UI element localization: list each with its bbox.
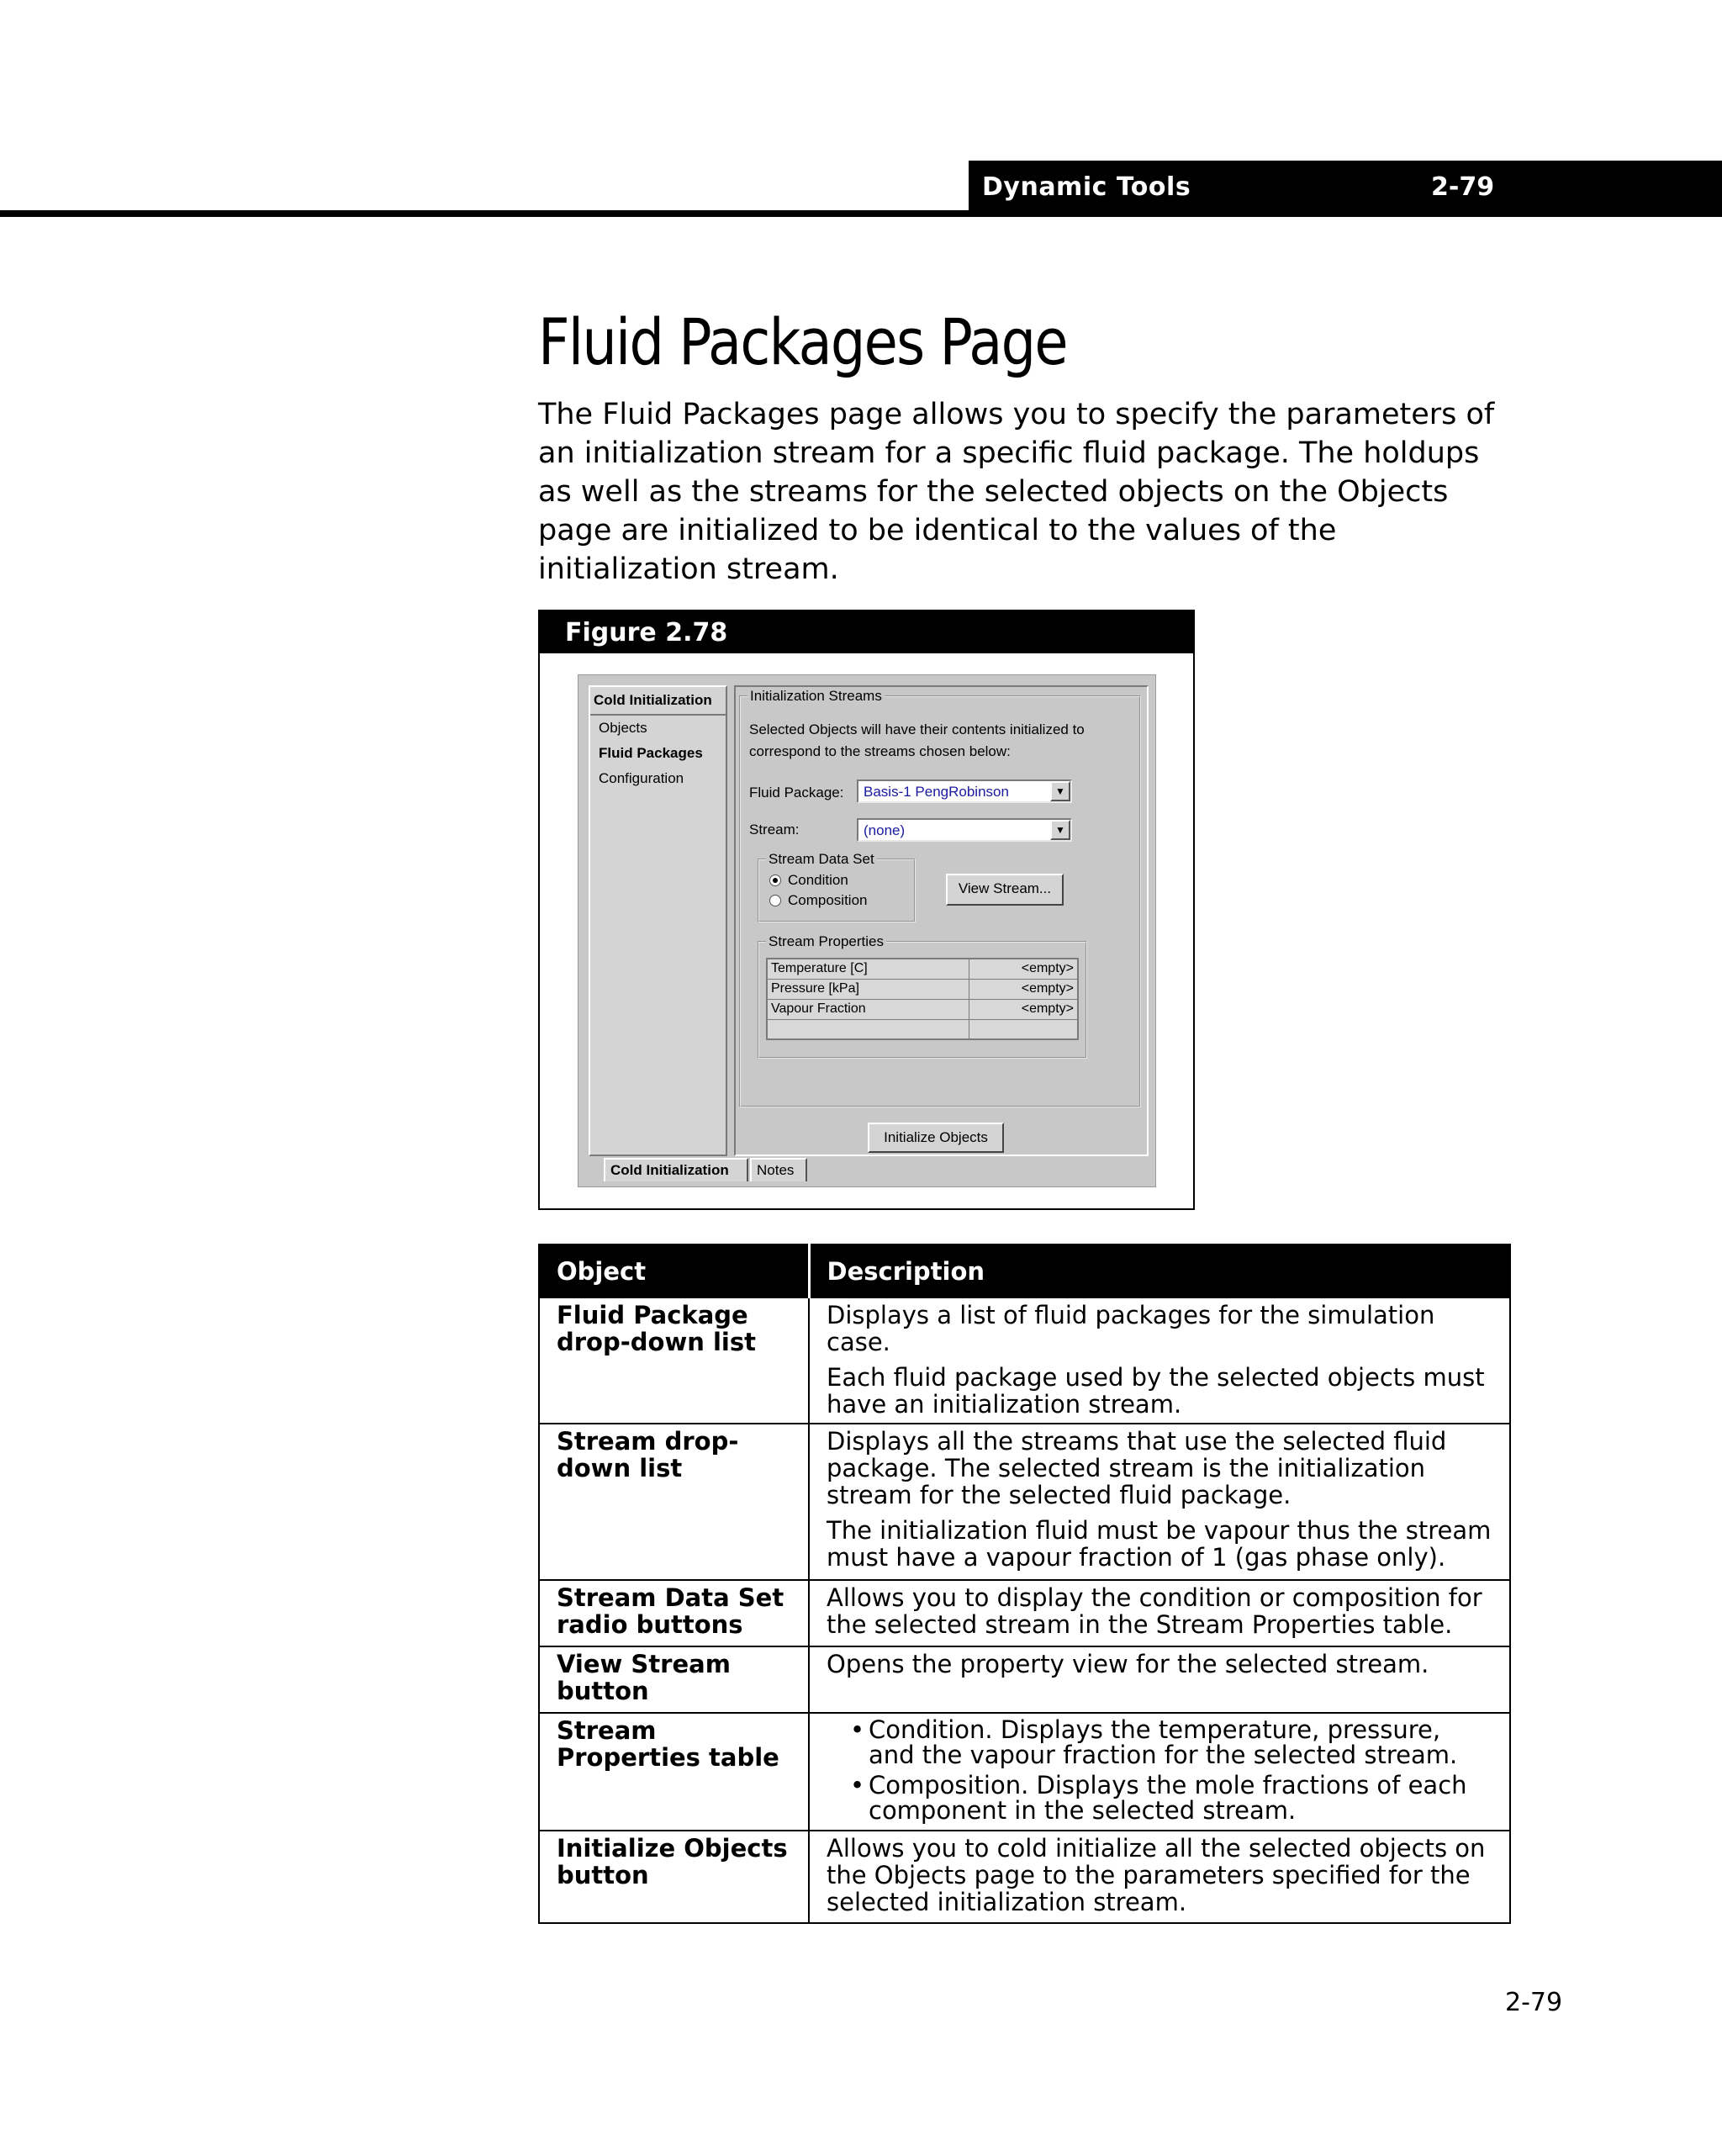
figure-caption: Figure 2.78 <box>540 611 1193 653</box>
column-header-object: Object <box>539 1244 809 1297</box>
intro-paragraph: The Fluid Packages page allows you to specify the parameters of an initialization stream for a specific fluid package. The holdups as well as the streams for the selected objects on the Objects page are initialized to be identical to the values of the initialization stream. <box>538 398 1495 586</box>
property-name: Vapour Fraction <box>767 999 969 1019</box>
property-value[interactable]: <empty> <box>969 999 1078 1019</box>
radio-condition-label: Condition <box>788 872 848 888</box>
nav-item-fluid-packages[interactable]: Fluid Packages <box>599 745 703 761</box>
table-row <box>767 1019 1078 1039</box>
initialization-streams-group <box>739 688 1141 1107</box>
radio-unselected-icon[interactable] <box>769 895 781 906</box>
description-paragraph: Allows you to cold initialize all the selected objects on the Objects page to the parameters specified for the selected initialization stream. <box>827 1834 1486 1916</box>
table-row <box>767 979 1078 999</box>
object-cell: Stream drop-down list <box>539 1424 809 1580</box>
table-row <box>539 1297 1510 1424</box>
footer-page-number: 2-79 <box>1505 1988 1563 2017</box>
description-paragraph: Displays all the streams that use the selected fluid package. The selected stream is the initialization stream for the selected fluid package. <box>827 1427 1447 1509</box>
description-cell <box>809 1831 1510 1923</box>
description-cell <box>809 1297 1510 1424</box>
description-paragraph: Displays a list of fluid packages for the simulation case. <box>827 1301 1435 1356</box>
object-description-table <box>538 1244 1511 1924</box>
table-row <box>539 1580 1510 1646</box>
bullet-list <box>827 1717 1492 1823</box>
fluid-package-value: Basis-1 PengRobinson <box>864 784 1009 800</box>
description-cell <box>809 1646 1510 1713</box>
figure <box>538 610 1195 1210</box>
property-value[interactable]: <empty> <box>969 979 1078 999</box>
bullet-item: • Composition. Displays the mole fractions of each component in the selected stream. <box>869 1773 1492 1823</box>
object-cell: Initialize Objects button <box>539 1831 809 1923</box>
property-name: Pressure [kPa] <box>767 979 969 999</box>
radio-condition[interactable] <box>769 872 848 889</box>
description-cell <box>809 1713 1510 1831</box>
radio-composition-label: Composition <box>788 892 868 908</box>
chevron-down-icon[interactable]: ▼ <box>1050 781 1070 801</box>
property-value-empty[interactable] <box>969 1019 1078 1039</box>
header-section-title: Dynamic Tools <box>982 172 1191 202</box>
object-cell: View Stream button <box>539 1646 809 1713</box>
nav-header[interactable]: Cold Initialization <box>590 687 726 716</box>
description-paragraph: Allows you to display the condition or composition for the selected stream in the Stream Properties table. <box>827 1583 1482 1639</box>
column-header-description: Description <box>809 1244 1510 1297</box>
header-page-number: 2-79 <box>1431 172 1495 202</box>
description-paragraph: Opens the property view for the selected stream. <box>827 1650 1429 1678</box>
bullet-item: • Condition. Displays the temperature, pressure, and the vapour fraction for the selected stream. <box>869 1717 1492 1768</box>
radio-composition[interactable] <box>769 892 868 909</box>
nav-item-objects[interactable]: Objects <box>599 720 647 736</box>
table-row <box>539 1424 1510 1580</box>
nav-item-configuration[interactable]: Configuration <box>599 770 684 786</box>
initialization-streams-title: Initialization Streams <box>747 688 885 705</box>
initialize-objects-button[interactable]: Initialize Objects <box>868 1123 1004 1153</box>
chevron-down-icon[interactable]: ▼ <box>1050 820 1070 840</box>
tab-notes[interactable]: Notes <box>750 1158 807 1181</box>
fluid-package-label: Fluid Package: <box>749 785 844 801</box>
content-panel <box>734 685 1149 1156</box>
object-cell: Stream Properties table <box>539 1713 809 1831</box>
stream-label: Stream: <box>749 822 800 838</box>
cold-initialization-dialog <box>578 674 1156 1187</box>
description-paragraph: Each fluid package used by the selected objects must have an initialization stream. <box>827 1363 1485 1419</box>
description-cell <box>809 1424 1510 1580</box>
table-header-row <box>539 1244 1510 1297</box>
table-row <box>539 1831 1510 1923</box>
description-cell <box>809 1580 1510 1646</box>
table-row <box>539 1713 1510 1831</box>
stream-value: (none) <box>864 822 906 838</box>
radio-selected-icon[interactable] <box>769 875 781 886</box>
object-cell: Stream Data Set radio buttons <box>539 1580 809 1646</box>
stream-properties-table <box>766 958 1079 1040</box>
table-row <box>767 999 1078 1019</box>
table-row <box>767 959 1078 979</box>
initialization-description: Selected Objects will have their contents initialized to correspond to the streams chosen below: <box>749 721 1085 759</box>
stream-properties-title: Stream Properties <box>766 933 886 950</box>
object-cell: Fluid Package drop-down list <box>539 1297 809 1424</box>
table-row <box>539 1646 1510 1713</box>
stream-properties-group <box>758 933 1087 1059</box>
property-value[interactable]: <empty> <box>969 959 1078 979</box>
stream-dropdown[interactable] <box>857 818 1072 842</box>
nav-panel <box>589 685 727 1156</box>
description-paragraph: The initialization fluid must be vapour thus the stream must have a vapour fraction of 1 (gas phase only). <box>827 1516 1492 1572</box>
tab-cold-initialization[interactable]: Cold Initialization <box>604 1158 748 1181</box>
running-header <box>969 161 1722 217</box>
fluid-package-dropdown[interactable] <box>857 779 1072 803</box>
stream-data-set-title: Stream Data Set <box>766 851 877 868</box>
stream-data-set-group <box>758 851 916 922</box>
view-stream-button[interactable]: View Stream... <box>946 874 1064 906</box>
property-name: Temperature [C] <box>767 959 969 979</box>
page-title: Fluid Packages Page <box>538 304 1067 379</box>
property-name-empty <box>767 1019 969 1039</box>
